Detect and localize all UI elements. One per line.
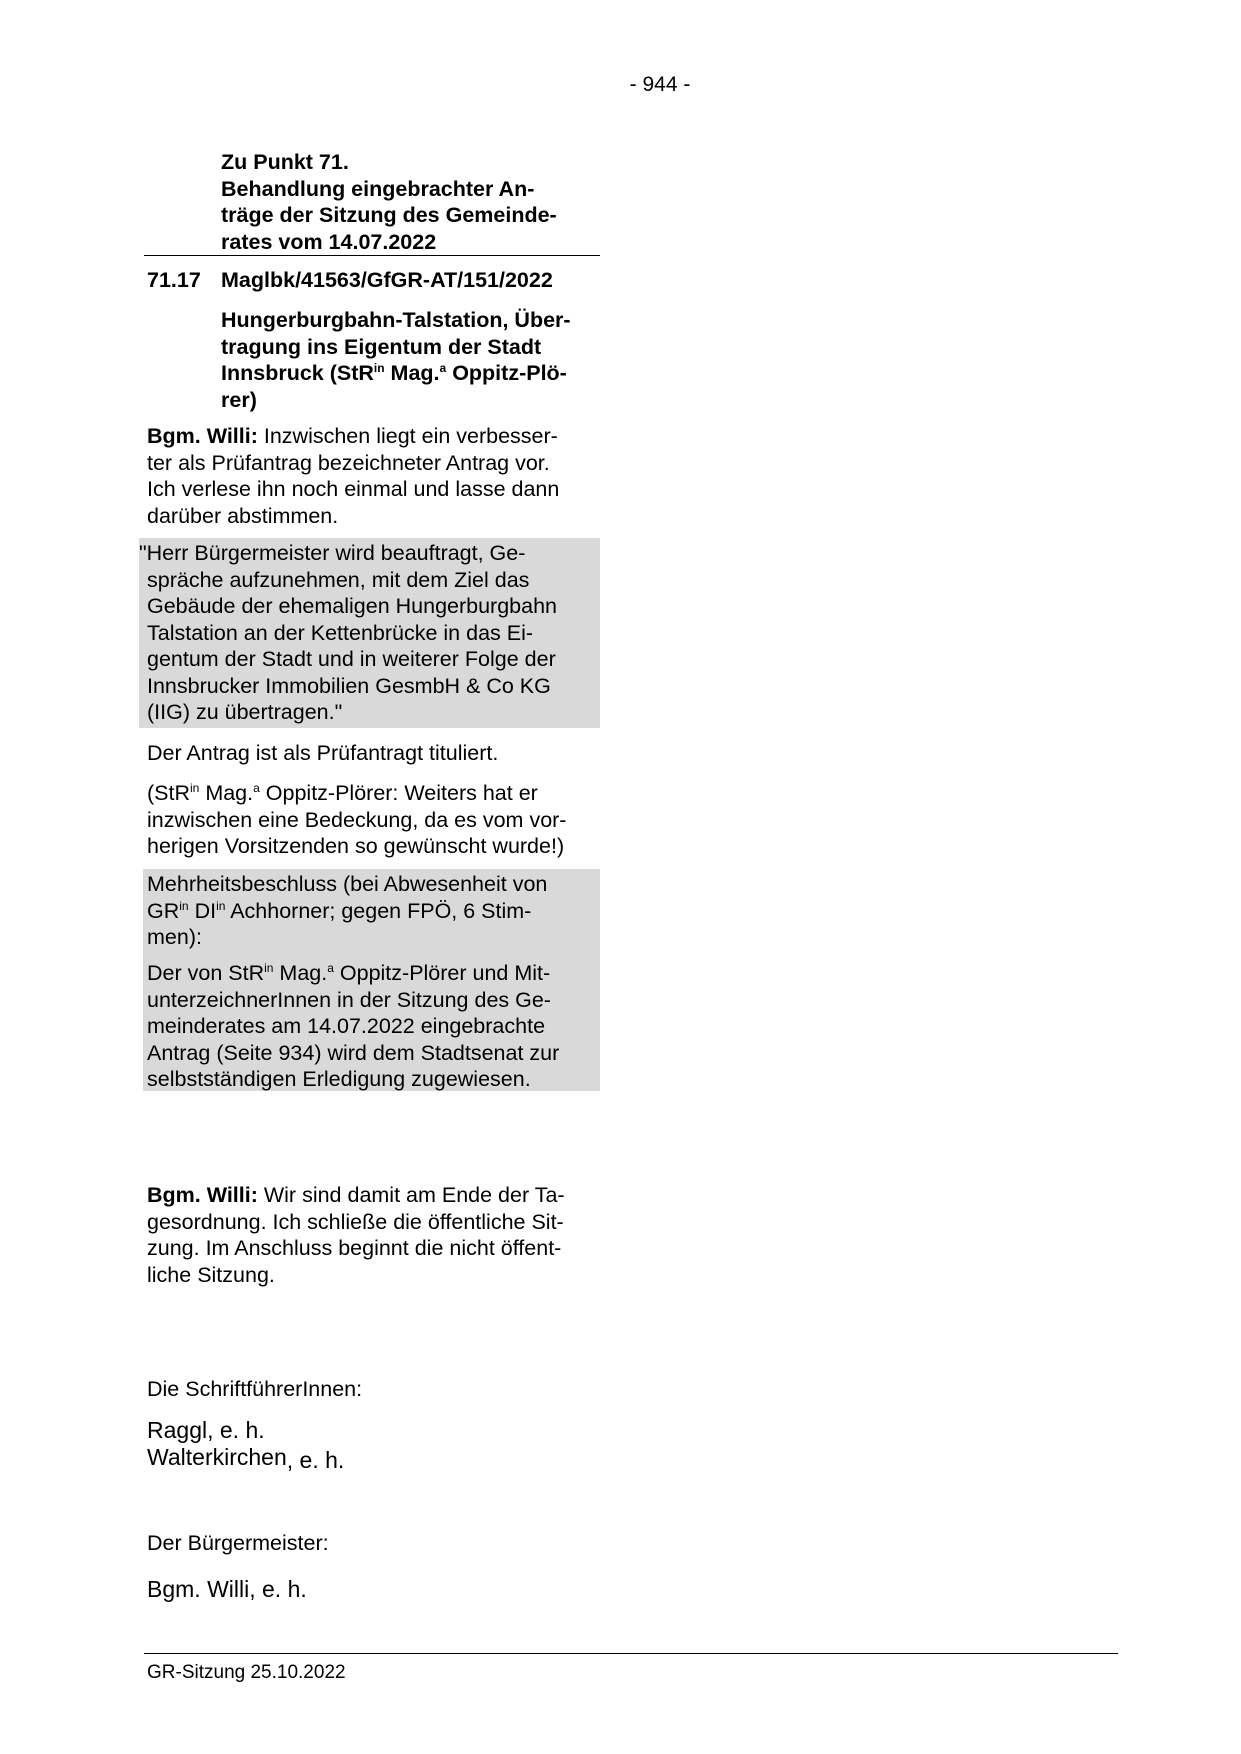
text-line: (IIG) zu übertragen." <box>147 700 343 724</box>
speaker-name: Bgm. Willi: <box>147 1183 258 1207</box>
signature-name: Raggl <box>147 1417 208 1443</box>
section-heading <box>221 149 601 255</box>
text-line: ter als Prüfantrag bezeichneter Antrag vor. <box>147 450 550 475</box>
item-title-line: tragung ins Eigentum der Stadt <box>221 334 542 359</box>
recorder-signature <box>147 1443 344 1471</box>
footer-divider <box>144 1653 1118 1654</box>
text-fragment: Oppitz-Plö- <box>446 361 567 385</box>
section-heading-line: Zu Punkt 71. <box>221 150 349 174</box>
text-fragment: Achhorner; gegen FPÖ, 6 Stim- <box>225 898 532 923</box>
text-line: zung. Im Anschluss beginnt die nicht öffent- <box>147 1236 562 1260</box>
text-line: Innsbrucker Immobilien GesmbH & Co KG <box>147 673 551 698</box>
text-line: gentum der Stadt und in weiterer Folge der <box>147 647 556 671</box>
text-line <box>147 960 598 987</box>
motion-quote <box>139 540 600 726</box>
resolution-text <box>147 960 598 1093</box>
text-line <box>147 898 598 925</box>
superscript: in <box>216 898 226 913</box>
footer-text: GR-Sitzung 25.10.2022 <box>147 1662 346 1683</box>
item-title <box>221 307 601 413</box>
text-line: Antrag (Seite 934) wird dem Stadtsenat zur <box>147 1040 560 1065</box>
mayor-signature: Bgm. Willi, e. h. <box>147 1576 307 1602</box>
item-title-line: Hungerburgbahn-Talstation, Über- <box>221 308 571 332</box>
mayor-statement <box>147 423 598 529</box>
superscript: in <box>373 361 385 375</box>
text-fragment: Mag. <box>273 961 328 985</box>
text-line: Talstation an der Kettenbrücke in das Ei- <box>147 620 534 645</box>
section-heading-line: rates vom 14.07.2022 <box>221 229 437 254</box>
text-fragment: Mag. <box>384 361 440 385</box>
superscript: a <box>253 781 260 795</box>
superscript: a <box>439 361 447 375</box>
text-line: men): <box>147 925 202 949</box>
text-fragment: DI <box>188 898 217 923</box>
section-heading-line: Behandlung eingebrachter An- <box>221 176 535 201</box>
text-line: darüber abstimmen. <box>147 503 339 528</box>
speaker-name: Bgm. Willi: <box>147 424 258 448</box>
recorders-label: Die SchriftführerInnen: <box>147 1377 363 1401</box>
section-heading-line: träge der Sitzung des Gemeinde- <box>221 203 557 227</box>
text-line <box>147 780 598 807</box>
text-fragment: Mag. <box>199 781 254 805</box>
page-number: - 944 - <box>629 73 691 96</box>
text-fragment: Oppitz-Plörer: Weiters hat er <box>259 781 538 805</box>
text-fragment: GR <box>147 898 180 923</box>
text-line <box>147 1182 598 1209</box>
text-fragment: Inzwischen liegt ein verbesser- <box>257 424 558 448</box>
item-code: Maglbk/41563/GfGR-AT/151/2022 <box>221 268 553 292</box>
superscript: in <box>190 781 200 795</box>
text-line: Ich verlese ihn noch einmal und lasse dann <box>147 477 560 501</box>
text-line: selbstständigen Erledigung zugewiesen. <box>147 1067 531 1091</box>
superscript: in <box>264 961 274 975</box>
interjection <box>147 780 598 860</box>
text-line: Gebäude der ehemaligen Hungerburgbahn <box>147 594 558 618</box>
text-fragment: (StR <box>147 781 190 805</box>
text-line: liche Sitzung. <box>147 1262 275 1287</box>
text-fragment: Innsbruck (StR <box>221 361 374 385</box>
resolution-vote <box>147 871 598 951</box>
text-line: gesordnung. Ich schließe die öffentliche Sit- <box>147 1209 564 1234</box>
text-line: herigen Vorsitzenden so gewünscht wurde!) <box>147 834 565 858</box>
signature-suffix: , e. h. <box>207 1417 265 1443</box>
mayor-label: Der Bürgermeister: <box>147 1531 329 1555</box>
text-line: unterzeichnerInnen in der Sitzung des Ge- <box>147 987 551 1012</box>
text-line <box>147 423 598 450</box>
text-fragment: Wir sind damit am Ende der Ta- <box>257 1183 565 1207</box>
text-line: Mehrheitsbeschluss (bei Abwesenheit von <box>147 872 548 896</box>
signature-suffix: , e. h. <box>286 1447 345 1473</box>
closing-statement <box>147 1182 598 1288</box>
text-line: meinderates am 14.07.2022 eingebrachte <box>147 1014 546 1038</box>
item-title-line: rer) <box>221 387 257 412</box>
text-fragment: Der von StR <box>147 961 265 985</box>
text-line: "Herr Bürgermeister wird beauftragt, Ge- <box>139 541 526 565</box>
superscript: in <box>179 898 189 913</box>
superscript: a <box>327 961 334 975</box>
text-fragment: Oppitz-Plörer und Mit- <box>333 961 551 985</box>
text-line: spräche aufzunehmen, mit dem Ziel das <box>147 567 530 592</box>
section-divider <box>144 255 600 256</box>
item-title-line <box>221 360 601 387</box>
recorder-signature <box>147 1416 265 1444</box>
text-line: inzwischen eine Bedeckung, da es vom vor- <box>147 807 567 832</box>
motion-note: Der Antrag ist als Prüfantragt tituliert. <box>147 741 499 765</box>
item-number: 71.17 <box>147 268 201 292</box>
signature-name: Walterkirchen <box>147 1444 287 1470</box>
